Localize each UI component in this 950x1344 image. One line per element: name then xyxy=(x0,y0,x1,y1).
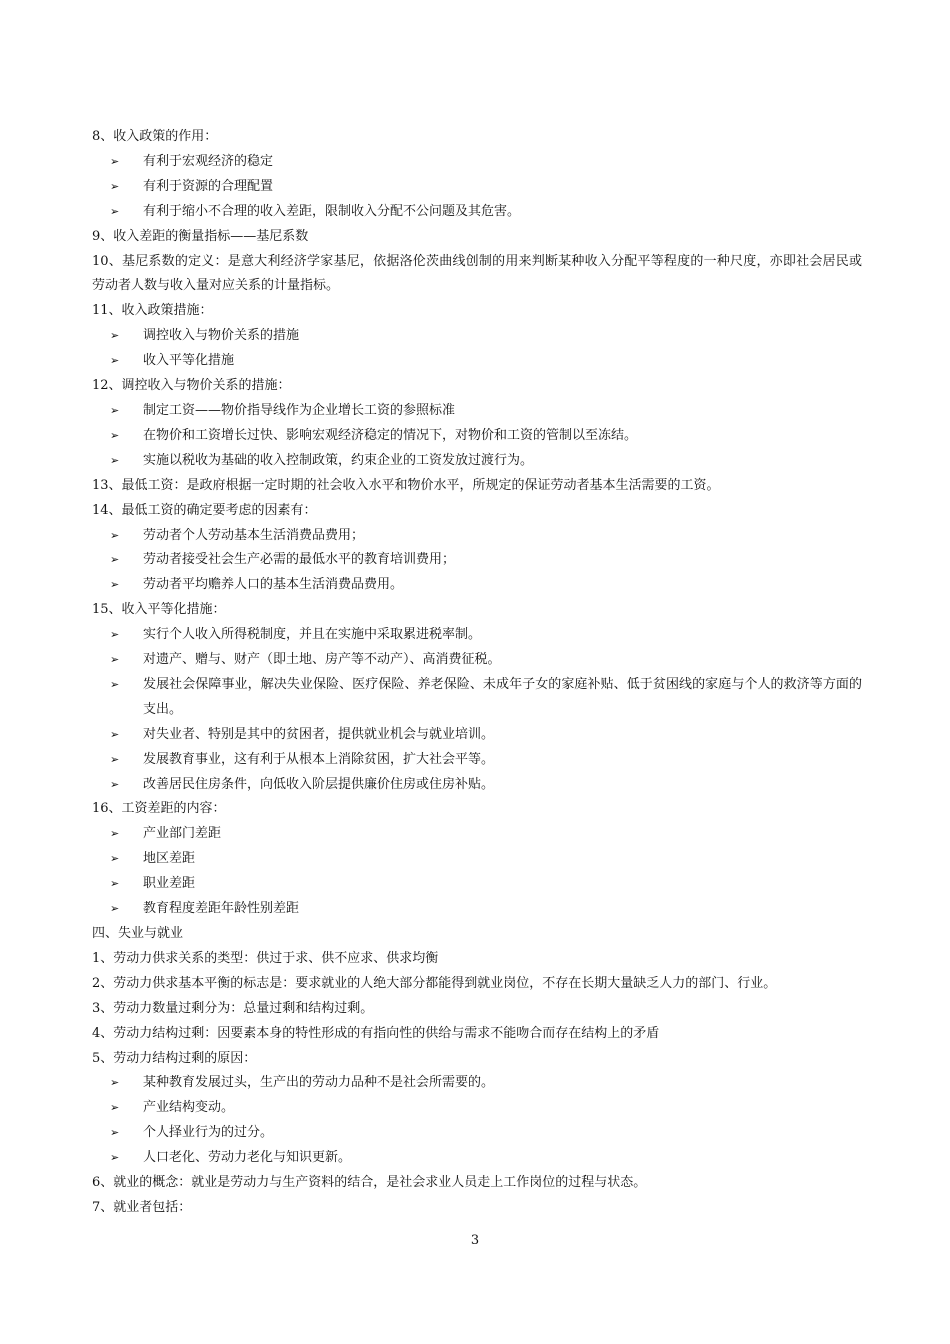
text-line xyxy=(92,125,862,150)
bullet-item xyxy=(92,150,862,175)
text-line xyxy=(92,1022,862,1047)
bullet-text: 职业差距 xyxy=(143,876,196,892)
text-line xyxy=(92,374,862,399)
bullet-text: 发展社会保障事业，解决失业保险、医疗保险、养老保险、未成年子女的家庭补贴、低于贫困线的家庭与个人的救济等方面的支出。 xyxy=(143,676,862,717)
bullet-item xyxy=(92,648,862,673)
text-line xyxy=(92,1047,862,1072)
bullet-text: 收入平等化措施 xyxy=(143,353,235,369)
line-text: 3、劳动力数量过剩分为：总量过剩和结构过剩。 xyxy=(92,1000,374,1016)
bullet-item xyxy=(92,847,862,872)
line-text: 5、劳动力结构过剩的原因： xyxy=(92,1050,257,1066)
arrow-bullet-icon: ➢ xyxy=(110,902,120,916)
line-text: 1、劳动力供求关系的类型：供过于求、供不应求、供求均衡 xyxy=(92,950,439,966)
bullet-item xyxy=(92,897,862,922)
bullet-text: 发展教育事业，这有利于从根本上消除贫困，扩大社会平等。 xyxy=(143,751,495,767)
bullet-item xyxy=(92,748,862,773)
line-text: 13、最低工资：是政府根据一定时期的社会收入水平和物价水平，所规定的保证劳动者基本生活需要的工资。 xyxy=(92,477,720,493)
arrow-bullet-icon: ➢ xyxy=(110,1101,120,1115)
bullet-text: 在物价和工资增长过快、影响宏观经济稳定的情况下，对物价和工资的管制以至冻结。 xyxy=(143,427,638,443)
arrow-bullet-icon: ➢ xyxy=(110,677,120,691)
bullet-item xyxy=(92,324,862,349)
bullet-item xyxy=(92,424,862,449)
line-text: 4、劳动力结构过剩：因要素本身的特性形成的有指向性的供给与需求不能吻合而存在结构上的矛盾 xyxy=(92,1025,660,1041)
bullet-text: 某种教育发展过头，生产出的劳动力品种不是社会所需要的。 xyxy=(143,1075,495,1091)
text-line xyxy=(92,997,862,1022)
bullet-item xyxy=(92,723,862,748)
text-line xyxy=(92,250,862,300)
text-line xyxy=(92,1171,862,1196)
bullet-text: 有利于缩小不合理的收入差距，限制收入分配不公问题及其危害。 xyxy=(143,203,521,219)
bullet-item xyxy=(92,573,862,598)
arrow-bullet-icon: ➢ xyxy=(110,179,120,193)
bullet-text: 个人择业行为的过分。 xyxy=(143,1125,274,1141)
bullet-item xyxy=(92,773,862,798)
bullet-text: 人口老化、劳动力老化与知识更新。 xyxy=(143,1150,352,1166)
arrow-bullet-icon: ➢ xyxy=(110,752,120,766)
bullet-text: 制定工资——物价指导线作为企业增长工资的参照标准 xyxy=(143,402,456,418)
bullet-item xyxy=(92,673,862,723)
arrow-bullet-icon: ➢ xyxy=(110,354,120,368)
bullet-item xyxy=(92,399,862,424)
arrow-bullet-icon: ➢ xyxy=(110,453,120,467)
bullet-item xyxy=(92,524,862,549)
line-text: 11、收入政策措施： xyxy=(92,303,213,319)
bullet-item xyxy=(92,449,862,474)
text-line xyxy=(92,797,862,822)
line-text: 7、就业者包括： xyxy=(92,1199,192,1215)
arrow-bullet-icon: ➢ xyxy=(110,727,120,741)
bullet-item xyxy=(92,872,862,897)
arrow-bullet-icon: ➢ xyxy=(110,777,120,791)
bullet-text: 产业部门差距 xyxy=(143,826,222,842)
arrow-bullet-icon: ➢ xyxy=(110,852,120,866)
text-line xyxy=(92,474,862,499)
text-line xyxy=(92,922,862,947)
text-line xyxy=(92,598,862,623)
line-text: 9、收入差距的衡量指标——基尼系数 xyxy=(92,228,309,244)
arrow-bullet-icon: ➢ xyxy=(110,1126,120,1140)
text-line xyxy=(92,972,862,997)
line-text: 16、工资差距的内容： xyxy=(92,801,226,817)
text-line xyxy=(92,225,862,250)
bullet-text: 有利于资源的合理配置 xyxy=(143,178,274,194)
line-text: 四、失业与就业 xyxy=(92,926,184,941)
arrow-bullet-icon: ➢ xyxy=(110,329,120,343)
line-text: 2、劳动力供求基本平衡的标志是：要求就业的人绝大部分都能得到就业岗位，不存在长期大量缺乏人力的部门、行业。 xyxy=(92,975,777,991)
line-text: 12、调控收入与物价关系的措施： xyxy=(92,378,291,394)
arrow-bullet-icon: ➢ xyxy=(110,204,120,218)
arrow-bullet-icon: ➢ xyxy=(110,403,120,417)
bullet-text: 对失业者、特别是其中的贫困者，提供就业机会与就业培训。 xyxy=(143,726,495,742)
arrow-bullet-icon: ➢ xyxy=(110,553,120,567)
bullet-item xyxy=(92,623,862,648)
arrow-bullet-icon: ➢ xyxy=(110,827,120,841)
bullet-text: 对遗产、赠与、财产（即土地、房产等不动产）、高消费征税。 xyxy=(143,652,501,668)
bullet-text: 实施以税收为基础的收入控制政策，约束企业的工资发放过渡行为。 xyxy=(143,452,534,468)
bullet-text: 产业结构变动。 xyxy=(143,1100,235,1116)
bullet-text: 劳动者个人劳动基本生活消费品费用； xyxy=(143,527,365,543)
bullet-item xyxy=(92,1096,862,1121)
arrow-bullet-icon: ➢ xyxy=(110,628,120,642)
bullet-text: 实行个人收入所得税制度，并且在实施中采取累进税率制。 xyxy=(143,627,482,643)
bullet-text: 地区差距 xyxy=(143,851,196,867)
bullet-text: 改善居民住房条件，向低收入阶层提供廉价住房或住房补贴。 xyxy=(143,776,495,792)
arrow-bullet-icon: ➢ xyxy=(110,428,120,442)
bullet-item xyxy=(92,200,862,225)
arrow-bullet-icon: ➢ xyxy=(110,877,120,891)
bullet-item xyxy=(92,548,862,573)
bullet-item xyxy=(92,1071,862,1096)
text-line xyxy=(92,299,862,324)
bullet-item xyxy=(92,349,862,374)
line-text: 6、就业的概念：就业是劳动力与生产资料的结合，是社会求业人员走上工作岗位的过程与状态。 xyxy=(92,1175,647,1191)
line-text: 8、收入政策的作用： xyxy=(92,129,218,144)
bullet-item xyxy=(92,822,862,847)
arrow-bullet-icon: ➢ xyxy=(110,1151,120,1165)
text-line xyxy=(92,947,862,972)
arrow-bullet-icon: ➢ xyxy=(110,578,120,592)
bullet-text: 有利于宏观经济的稳定 xyxy=(143,153,274,169)
line-text: 14、最低工资的确定要考虑的因素有： xyxy=(92,502,317,518)
bullet-text: 劳动者平均赡养人口的基本生活消费品费用。 xyxy=(143,577,404,593)
arrow-bullet-icon: ➢ xyxy=(110,1076,120,1090)
arrow-bullet-icon: ➢ xyxy=(110,154,120,168)
page-number: 3 xyxy=(470,1233,480,1248)
document-body xyxy=(92,125,862,1221)
arrow-bullet-icon: ➢ xyxy=(110,653,120,667)
bullet-text: 劳动者接受社会生产必需的最低水平的教育培训费用； xyxy=(143,552,456,568)
line-text: 10、基尼系数的定义：是意大利经济学家基尼，依据洛伦茨曲线创制的用来判断某种收入分配平等程度的一种尺度，亦即社会居民或劳动者人数与收入量对应关系的计量指标。 xyxy=(92,253,862,294)
bullet-text: 教育程度差距年龄性别差距 xyxy=(143,901,300,917)
arrow-bullet-icon: ➢ xyxy=(110,528,120,542)
text-line xyxy=(92,499,862,524)
line-text: 15、收入平等化措施： xyxy=(92,602,226,618)
text-line xyxy=(92,1196,862,1221)
bullet-item xyxy=(92,1121,862,1146)
bullet-item xyxy=(92,1146,862,1171)
bullet-item xyxy=(92,175,862,200)
bullet-text: 调控收入与物价关系的措施 xyxy=(143,328,300,344)
